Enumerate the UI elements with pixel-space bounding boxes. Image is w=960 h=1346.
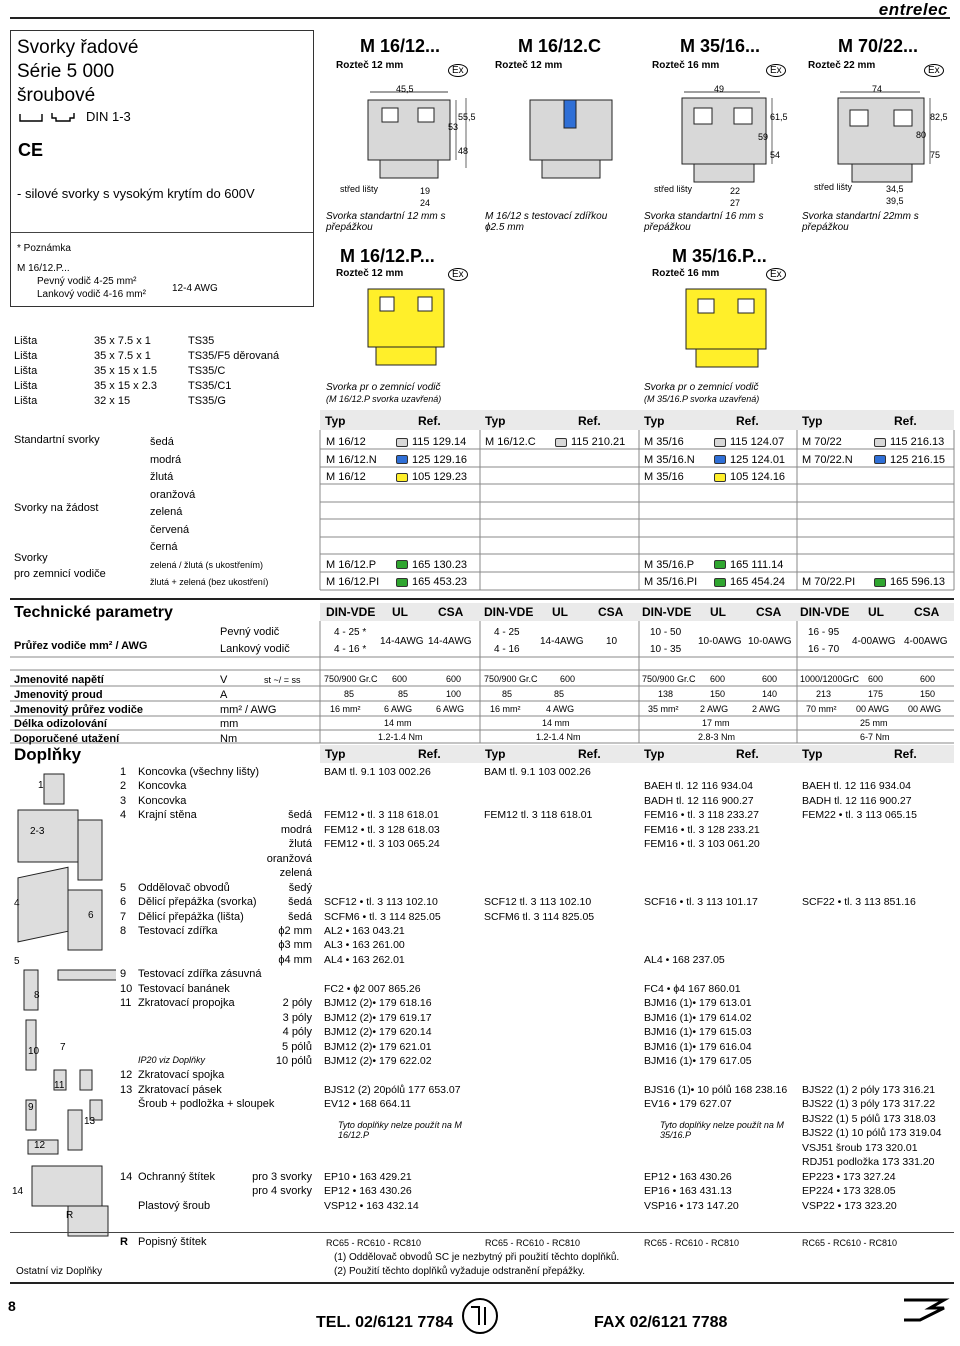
item-ref: EP223 • 173 327.24 bbox=[802, 1170, 896, 1183]
note-solid: Pevný vodič 4-25 mm² bbox=[37, 276, 137, 287]
table-row bbox=[118, 1098, 958, 1112]
item-name: Koncovka (všechny lišty) bbox=[138, 766, 260, 778]
item-variant: 10 pólů bbox=[275, 1055, 312, 1067]
item-name: Testovací banánek bbox=[138, 982, 230, 995]
item-variant: ϕ3 mm bbox=[278, 939, 312, 952]
item-number: 3 bbox=[120, 794, 127, 807]
label-r-name: Popisný štítek bbox=[138, 1236, 207, 1248]
acc-header bbox=[320, 745, 954, 763]
item-variant: šedá bbox=[288, 896, 312, 909]
dim-height: 82,5 bbox=[930, 112, 948, 122]
item-ref: BAM tl. 9.1 103 002.26 bbox=[324, 766, 431, 778]
item-ref: SCFM6 • tl. 3 114 825.05 bbox=[324, 910, 441, 923]
list-item: Lišta 35 x 7.5 x 1 TS35 bbox=[14, 335, 215, 347]
item-ref: FEM16 • tl. 3 118 233.27 bbox=[644, 809, 759, 822]
item-ref: EP12 • 163 430.26 bbox=[644, 1170, 732, 1183]
item-ref: SCF22 • tl. 3 113 851.16 bbox=[802, 896, 916, 909]
table-row bbox=[118, 896, 958, 910]
item-ref: BJM12 (2)• 179 621.01 bbox=[324, 1040, 432, 1053]
item-ref: VSP12 • 163 432.14 bbox=[324, 1199, 419, 1212]
dim-width: 74 bbox=[872, 84, 883, 94]
dim-offset: 22 bbox=[730, 186, 741, 196]
item-number: 2 bbox=[120, 780, 127, 793]
item-variant: pro 3 svorky bbox=[252, 1170, 312, 1183]
item-ref: FEM12 • tl. 3 128 618.03 bbox=[324, 823, 440, 836]
item-ref: AL4 • 168 237.05 bbox=[644, 953, 725, 966]
item-ref: BJS22 (1) 5 pólů 173 318.03 bbox=[802, 1112, 936, 1125]
item-ref: BAEH tl. 12 116 934.04 bbox=[802, 780, 911, 793]
item-variant: 3 póly bbox=[282, 1011, 312, 1024]
item-name: Ochranný štítek bbox=[138, 1170, 216, 1183]
table-row bbox=[118, 1127, 958, 1141]
item-ref: FEM22 • tl. 3 113 065.15 bbox=[802, 809, 917, 822]
item-ref: SCFM6 tl. 3 114 825.05 bbox=[484, 910, 595, 923]
ex-icon: Ex bbox=[448, 64, 468, 77]
rail-center-label: střed lišty bbox=[654, 184, 693, 194]
item-number: 9 bbox=[120, 968, 127, 981]
company-logo-icon bbox=[455, 1296, 505, 1336]
table-row bbox=[118, 882, 958, 896]
dim-offset: 19 bbox=[420, 186, 431, 196]
product-m16-12c-name: M 16/12.C bbox=[518, 36, 602, 56]
item-name: Oddělovač obvodů bbox=[138, 881, 230, 894]
table-row bbox=[118, 1026, 958, 1040]
item-name: Šroub + podložka + sloupek bbox=[138, 1098, 275, 1111]
dim-height: 48 bbox=[458, 146, 469, 156]
ex-icon: Ex bbox=[924, 64, 944, 77]
table-row bbox=[118, 954, 958, 968]
item-variant: modrá bbox=[280, 823, 312, 836]
dim-offset: 24 bbox=[420, 198, 431, 208]
item-name: Zkratovací propojka bbox=[138, 997, 235, 1010]
item-ref: BAM tl. 9.1 103 002.26 bbox=[484, 766, 591, 778]
item-variant: šedý bbox=[288, 881, 312, 894]
item-name: Testovací zdířka bbox=[138, 924, 218, 937]
caption-m16-12c: M 16/12 s testovací zdířkou ϕ2.5 mm bbox=[485, 211, 608, 233]
note-model: M 16/12.P... bbox=[17, 263, 70, 274]
item-ref: AL4 • 163 262.01 bbox=[324, 953, 405, 966]
typ-header: Typ bbox=[485, 414, 506, 428]
product-m35-16p-name: M 35/16.P... bbox=[672, 246, 767, 266]
item-ref: BJS22 (1) 2 póly 173 316.21 bbox=[802, 1083, 936, 1096]
order-col-4: M 70/22 115 216.13 M 70/22.N 125 216.15 M 70/22.PI 165 596.13 bbox=[802, 436, 946, 588]
item-number: 12 bbox=[120, 1069, 133, 1082]
table-row bbox=[118, 1171, 958, 1185]
item-number: 11 bbox=[120, 997, 132, 1010]
ex-icon: Ex bbox=[766, 268, 786, 281]
item-ref: VSJ51 šroub 173 320.01 bbox=[802, 1141, 918, 1154]
item-number: 8 bbox=[120, 924, 127, 937]
item-variant: 5 pólů bbox=[282, 1040, 312, 1053]
dim-height: 55,5 bbox=[458, 112, 476, 122]
item-ref: BADH tl. 12 116 900.27 bbox=[802, 794, 912, 807]
table-row bbox=[118, 795, 958, 809]
item-ref: EP224 • 173 328.05 bbox=[802, 1185, 896, 1198]
table-row bbox=[118, 997, 958, 1011]
entrelec-mark-icon bbox=[900, 1294, 950, 1324]
product-m35-16-name: M 35/16... bbox=[680, 36, 761, 56]
product-m70-22-pitch: Rozteč 22 mm bbox=[808, 60, 876, 71]
table-row bbox=[118, 766, 958, 780]
footnote-2: (2) Použití těchto doplňků vyžaduje odstranění přepážky. bbox=[334, 1266, 586, 1277]
item-variant: ϕ2 mm bbox=[278, 924, 312, 937]
cross-label: Průřez vodiče mm² / AWG bbox=[14, 640, 148, 652]
table-row bbox=[118, 1055, 958, 1069]
dim-height: 75 bbox=[930, 150, 941, 160]
ref-header: Ref. bbox=[736, 414, 759, 428]
item-ref: SCF16 • tl. 3 113 101.17 bbox=[644, 896, 758, 909]
dim-height: 59 bbox=[758, 132, 769, 142]
list-item: Lišta 32 x 15 TS35/G bbox=[14, 395, 226, 407]
caption-pe-1a: Svorka pr o zemnicí vodič bbox=[326, 382, 441, 393]
table-row bbox=[118, 1142, 958, 1156]
order-col-1: M 16/12 115 129.14 M 16/12.N 125 129.16 M 16/12 105 129.23 M 16/12.P 165 130.23 M 16/12.PI 165 453.23 bbox=[326, 436, 468, 588]
item-ref: EV12 • 168 664.11 bbox=[324, 1098, 411, 1111]
item-name: IP20 viz Doplňky bbox=[138, 1055, 206, 1065]
dim-height: 53 bbox=[448, 122, 459, 132]
item-variant: zelená bbox=[279, 867, 312, 880]
item-name: Zkratovací pásek bbox=[138, 1083, 222, 1096]
typ-header: Typ bbox=[802, 414, 823, 428]
item-number: 5 bbox=[120, 881, 127, 894]
item-ref: VSP22 • 173 323.20 bbox=[802, 1199, 897, 1212]
item-ref: BADH tl. 12 116 900.27 bbox=[644, 794, 754, 807]
tech-title: Technické parametry bbox=[14, 604, 173, 621]
ex-icon: Ex bbox=[448, 268, 468, 281]
item-name: Testovací zdířka zásuvná bbox=[138, 968, 262, 981]
item-number: 10 bbox=[120, 982, 133, 995]
brand-logo: entrelec bbox=[878, 0, 948, 19]
table-row bbox=[118, 1156, 958, 1170]
product-m70-22-name: M 70/22... bbox=[838, 36, 919, 56]
dim-height: 80 bbox=[916, 130, 927, 140]
item-variant: šedá bbox=[288, 809, 312, 822]
typ-header: Typ bbox=[644, 414, 665, 428]
item-variant: pro 4 svorky bbox=[252, 1185, 312, 1198]
solid-label: Pevný vodič bbox=[220, 626, 280, 638]
dim-width: 49 bbox=[714, 84, 725, 94]
rail-center-label: střed lišty bbox=[340, 184, 379, 194]
table-row bbox=[118, 838, 958, 852]
item-ref: SCF12 tl. 3 113 102.10 bbox=[484, 896, 592, 909]
item-ref: BJM16 (1)• 179 613.01 bbox=[644, 997, 752, 1010]
item-number: 13 bbox=[120, 1083, 133, 1096]
table-row bbox=[118, 824, 958, 838]
item-ref: FC2 • ϕ2 007 865.26 bbox=[324, 982, 421, 995]
item-ref: FC4 • ϕ4 167 860.01 bbox=[644, 982, 741, 995]
caption-pe-1b: (M 16/12.P svorka uzavřená) bbox=[326, 394, 442, 404]
note-not-for-m16p: Tyto doplňky nelze použít na M 16/12.P bbox=[338, 1120, 462, 1140]
dim-offset: 27 bbox=[730, 198, 741, 208]
table-row bbox=[118, 780, 958, 794]
table-row bbox=[118, 968, 958, 982]
item-ref: BAEH tl. 12 116 934.04 bbox=[644, 780, 753, 793]
dim-offset: 34,5 bbox=[886, 184, 904, 194]
group-pe: Svorky bbox=[14, 552, 48, 564]
item-ref: BJM12 (2)• 179 622.02 bbox=[324, 1055, 432, 1067]
item-ref: BJM16 (1)• 179 614.02 bbox=[644, 1011, 752, 1024]
item-ref: EP16 • 163 431.13 bbox=[644, 1185, 732, 1198]
title-line-3: šroubové bbox=[17, 85, 96, 106]
label-r: R bbox=[120, 1236, 128, 1248]
table-row bbox=[118, 925, 958, 939]
item-ref: EP10 • 163 429.21 bbox=[324, 1170, 412, 1183]
rail-center-label: střed lišty bbox=[814, 182, 853, 192]
item-ref: BJM16 (1)• 179 615.03 bbox=[644, 1026, 752, 1039]
table-row bbox=[118, 1012, 958, 1026]
item-variant: ϕ4 mm bbox=[278, 953, 312, 966]
table-row bbox=[118, 1041, 958, 1055]
caption-pe-2a: Svorka pr o zemnicí vodič bbox=[644, 382, 759, 393]
item-number: 7 bbox=[120, 910, 127, 923]
table-row bbox=[118, 809, 958, 823]
product-m16-12p-pitch: Rozteč 12 mm bbox=[336, 268, 404, 279]
item-ref: EP12 • 163 430.26 bbox=[324, 1185, 412, 1198]
title-line-1: Svorky řadové bbox=[17, 37, 139, 58]
item-number: 14 bbox=[120, 1170, 133, 1183]
tech-units: V A mm² / AWG mm Nm bbox=[220, 674, 277, 746]
caption-m35-16: Svorka standartní 16 mm s přepážkou bbox=[644, 211, 764, 233]
color-list: šedá modrá žlutá oranžová zelená červená černá zelená / žlutá (s ukostřením) žlutá + zelená (bez ukostření) bbox=[150, 436, 269, 587]
item-name: Dělicí přepážka (lišta) bbox=[138, 910, 244, 923]
note-not-for-m35p: Tyto doplňky nelze použít na M 35/16.P bbox=[660, 1120, 784, 1140]
table-row bbox=[118, 1069, 958, 1083]
order-col-2: M 16/12.C 115 210.21 bbox=[485, 436, 626, 448]
product-m35-16-pitch: Rozteč 16 mm bbox=[652, 60, 720, 71]
list-item: Lišta 35 x 15 x 2.3 TS35/C1 bbox=[14, 380, 232, 392]
table-row bbox=[118, 1185, 958, 1199]
item-name: Koncovka bbox=[138, 780, 187, 793]
item-name: Koncovka bbox=[138, 794, 187, 807]
product-m16-12-pitch: Rozteč 12 mm bbox=[336, 60, 404, 71]
item-ref: BJM12 (2)• 179 619.17 bbox=[324, 1011, 432, 1024]
tech-labels: Jmenovité napětí Jmenovitý proud Jmenovitý průřez vodiče Délka odizolování Doporučené utažení bbox=[14, 674, 143, 746]
accessory-illustrations bbox=[8, 770, 116, 1240]
caption-pe-2b: (M 35/16.P svorka uzavřená) bbox=[644, 394, 760, 404]
dim-offset: 39,5 bbox=[886, 196, 904, 206]
item-variant: 4 póly bbox=[282, 1026, 312, 1039]
table-row bbox=[118, 911, 958, 925]
item-ref: BJS22 (1) 3 póly 173 317.22 bbox=[802, 1098, 936, 1111]
item-ref: FEM16 • tl. 3 128 233.21 bbox=[644, 823, 760, 836]
ex-icon: Ex bbox=[766, 64, 786, 77]
item-ref: FEM16 • tl. 3 103 061.20 bbox=[644, 838, 760, 851]
item-name: Dělicí přepážka (svorka) bbox=[138, 896, 257, 909]
caption-m16-12: Svorka standartní 12 mm s přepážkou bbox=[326, 211, 446, 233]
item-number: 6 bbox=[120, 896, 127, 909]
product-m35-16p-pitch: Rozteč 16 mm bbox=[652, 268, 720, 279]
list-item: Lišta 35 x 7.5 x 1 TS35/F5 děrovaná bbox=[14, 350, 280, 362]
note-stranded: Lankový vodič 4-16 mm² bbox=[37, 289, 146, 300]
title-line-2: Série 5 000 bbox=[17, 61, 115, 82]
other-see: Ostatní viz Doplňky bbox=[16, 1266, 103, 1277]
table-row bbox=[118, 1200, 958, 1214]
acc-title: Doplňky bbox=[14, 745, 82, 764]
item-name: Plastový šroub bbox=[138, 1199, 211, 1212]
table-row bbox=[118, 983, 958, 997]
ref-header: Ref. bbox=[894, 414, 917, 428]
stranded-label: Lankový vodič bbox=[220, 643, 290, 655]
item-ref: FEM12 • tl. 3 103 065.24 bbox=[324, 838, 440, 851]
item-ref: BJM12 (2)• 179 620.14 bbox=[324, 1026, 432, 1039]
footer-fax: FAX 02/6121 7788 bbox=[594, 1314, 728, 1331]
note-awg: 12-4 AWG bbox=[172, 283, 218, 294]
caption-m70-22: Svorka standartní 22mm s přepážkou bbox=[802, 211, 919, 233]
ref-header: Ref. bbox=[418, 414, 441, 428]
note-title: * Poznámka bbox=[17, 243, 71, 254]
item-ref: BJS22 (1) 10 pólů 173 319.04 bbox=[802, 1127, 942, 1140]
item-variant: 2 póly bbox=[282, 997, 312, 1010]
ref-header: Ref. bbox=[578, 414, 601, 428]
list-item: Lišta 35 x 15 x 1.5 TS35/C bbox=[14, 365, 226, 377]
product-m16-12-name: M 16/12... bbox=[360, 36, 441, 56]
item-number: 1 bbox=[120, 766, 127, 778]
typ-header: Typ bbox=[325, 414, 346, 428]
table-row bbox=[118, 853, 958, 867]
intro-description: - silové svorky s vysokým krytím do 600V bbox=[17, 186, 255, 201]
group-on-request: Svorky na žádost bbox=[14, 502, 99, 514]
footer-tel: TEL. 02/6121 7784 bbox=[316, 1314, 453, 1331]
item-ref: FEM12 • tl. 3 118 618.01 bbox=[324, 809, 439, 822]
table-row bbox=[118, 867, 958, 881]
item-variant: žlutá bbox=[288, 838, 312, 851]
item-ref: EV16 • 179 627.07 bbox=[644, 1098, 732, 1111]
product-m16-12c-pitch: Rozteč 12 mm bbox=[495, 60, 563, 71]
group-standard: Standartní svorky bbox=[14, 434, 100, 446]
item-name: Krajní stěna bbox=[138, 809, 197, 822]
dim-height: 54 bbox=[770, 150, 781, 160]
item-ref: AL2 • 163 043.21 bbox=[324, 924, 405, 937]
item-ref: BJM16 (1)• 179 616.04 bbox=[644, 1040, 752, 1053]
table-row bbox=[118, 939, 958, 953]
dim-width: 45,5 bbox=[396, 84, 414, 94]
item-variant: oranžová bbox=[266, 852, 312, 865]
item-ref: BJS16 (1)• 10 pólů 168 238.16 bbox=[644, 1083, 788, 1096]
item-ref: BJM16 (1)• 179 617.05 bbox=[644, 1055, 752, 1067]
din-label: DIN 1-3 bbox=[86, 109, 131, 124]
footnote-1: (1) Oddělovač obvodů SC je nezbytný při použití těchto doplňků. bbox=[334, 1252, 620, 1263]
item-name: Zkratovací spojka bbox=[138, 1069, 225, 1082]
table-row bbox=[118, 1113, 958, 1127]
item-variant: šedá bbox=[288, 910, 312, 923]
page-number: 8 bbox=[8, 1298, 16, 1314]
dim-height: 61,5 bbox=[770, 112, 788, 122]
order-col-3: M 35/16 115 124.07 M 35/16.N 125 124.01 M 35/16 105 124.16 M 35/16.P 165 111.14 M 35/16.PI 165 454.24 bbox=[644, 436, 786, 588]
item-ref: RDJ51 podložka 173 331.20 bbox=[802, 1156, 935, 1169]
item-ref: FEM12 tl. 3 118 618.01 bbox=[484, 809, 593, 822]
item-ref: AL3 • 163 261.00 bbox=[324, 939, 405, 952]
item-ref: VSP16 • 173 147.20 bbox=[644, 1199, 739, 1212]
product-m16-12p-name: M 16/12.P... bbox=[340, 246, 435, 266]
item-number: 4 bbox=[120, 809, 127, 822]
item-ref: BJS12 (2) 20pólů 177 653.07 bbox=[324, 1083, 461, 1096]
table-row bbox=[118, 1084, 958, 1098]
ce-mark-icon: CE bbox=[18, 140, 44, 160]
group-pe-2: pro zemnicí vodiče bbox=[14, 568, 106, 580]
item-ref: SCF12 • tl. 3 113 102.10 bbox=[324, 896, 438, 909]
item-ref: BJM12 (2)• 179 618.16 bbox=[324, 997, 432, 1010]
